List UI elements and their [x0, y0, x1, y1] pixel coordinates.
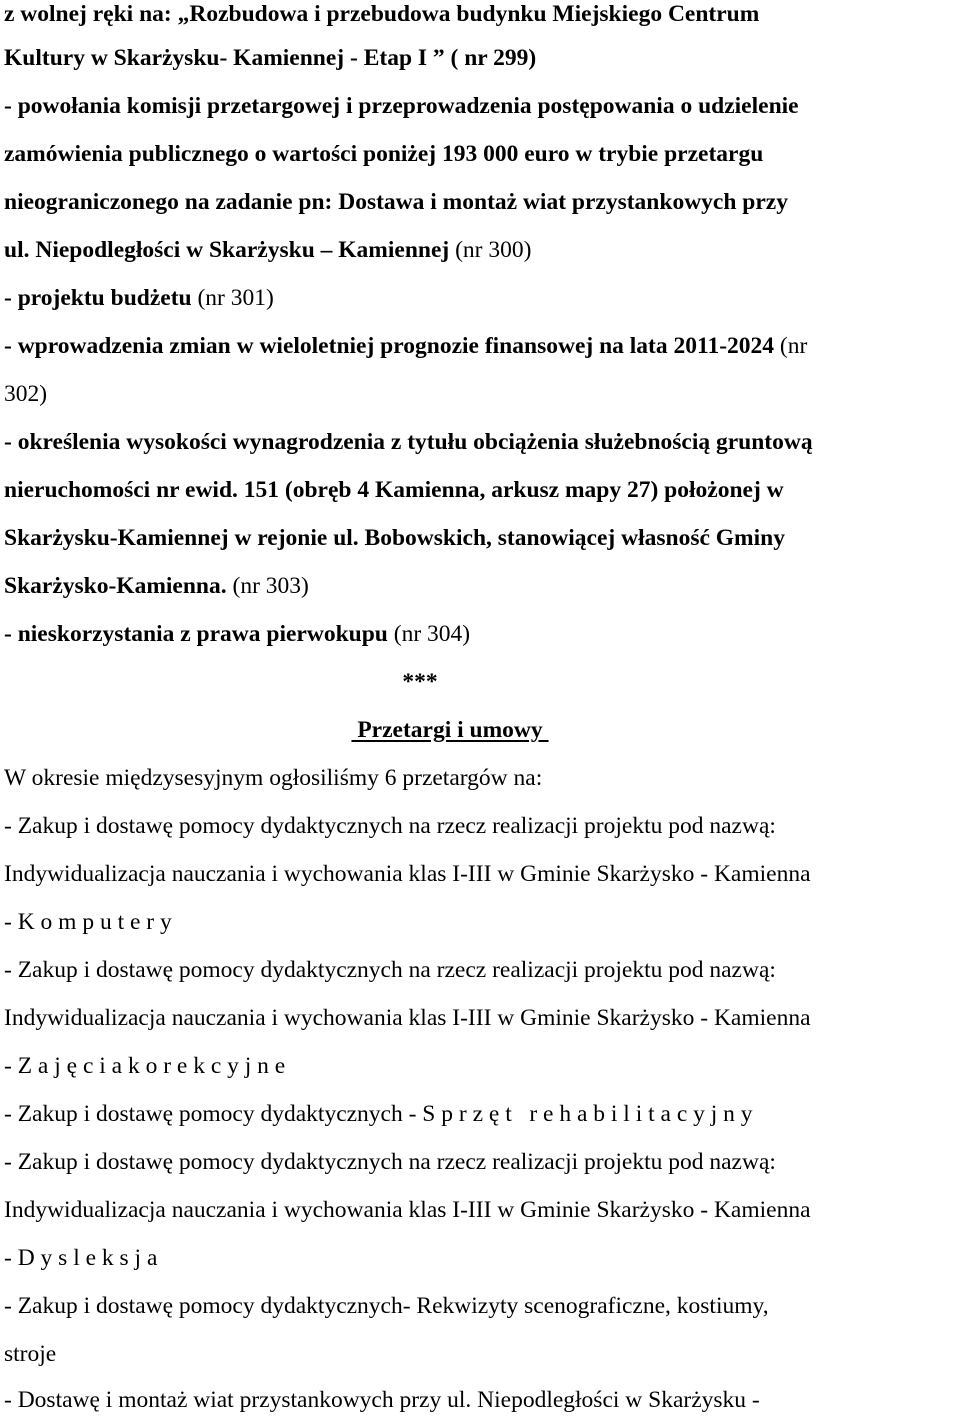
tender-line: - Zakup i dostawę pomocy dydaktycznych na rzecz realizacji projektu pod nazwą: [4, 1149, 776, 1175]
tender-line: Indywidualizacja nauczania i wychowania klas I-III w Gminie Skarżysko - Kamienna [4, 1005, 811, 1031]
resolution-line-4: zamówienia publicznego o wartości poniżej 193 000 euro w trybie przetargu [4, 141, 764, 167]
tender-line: Indywidualizacja nauczania i wychowania klas I-III w Gminie Skarżysko - Kamienna [4, 861, 811, 887]
section-heading [0, 716, 900, 744]
resolution-line-3: - powołania komisji przetargowej i przeprowadzenia postępowania o udzielenie [4, 93, 799, 119]
resolution-text: - wprowadzenia zmian w wieloletniej prognozie finansowej na lata 2011-2024 [4, 333, 775, 359]
tender-line: stroje [4, 1341, 57, 1367]
resolution-number: (nr 303) [226, 573, 309, 599]
resolution-line-2: Kultury w Skarżysku- Kamiennej - Etap I ” ( nr 299) [4, 45, 537, 71]
resolution-line-1: z wolnej ręki na: „Rozbudowa i przebudowa budynku Miejskiego Centrum [4, 1, 760, 27]
tender-line: - K o m p u t e r y [4, 909, 172, 935]
resolution-line-9 [4, 380, 47, 408]
resolution-number: 302) [4, 381, 48, 407]
resolution-text: - projektu budżetu [4, 285, 192, 311]
resolution-line-13 [4, 572, 309, 600]
resolution-line-7 [4, 284, 274, 312]
resolution-number: (nr 304) [387, 621, 471, 647]
tender-line: - Dostawę i montaż wiat przystankowych przy ul. Niepodległości w Skarżysku - [4, 1387, 760, 1413]
resolution-line-8 [4, 332, 807, 360]
tender-line: - D y s l e k s j a [4, 1245, 158, 1271]
resolution-text: ul. Niepodległości w Skarżysku – Kamiennej [4, 237, 450, 263]
tender-line: - Zakup i dostawę pomocy dydaktycznych na rzecz realizacji projektu pod nazwą: [4, 957, 776, 983]
resolution-number: (nr 301) [191, 285, 274, 311]
resolution-number: (nr [774, 333, 808, 359]
resolution-number: (nr 300) [449, 237, 532, 263]
resolution-line-5: nieograniczonego na zadanie pn: Dostawa i montaż wiat przystankowych przy [4, 189, 788, 215]
tender-line: Indywidualizacja nauczania i wychowania klas I-III w Gminie Skarżysko - Kamienna [4, 1197, 811, 1223]
tender-line: - Zakup i dostawę pomocy dydaktycznych na rzecz realizacji projektu pod nazwą: [4, 813, 776, 839]
resolution-line-11: nieruchomości nr ewid. 151 (obręb 4 Kamienna, arkusz mapy 27) położonej w [4, 477, 784, 503]
tender-line: - Zakup i dostawę pomocy dydaktycznych- Rekwizyty scenograficzne, kostiumy, [4, 1293, 769, 1319]
resolution-text: - nieskorzystania z prawa pierwokupu [4, 621, 388, 647]
resolution-text: Skarżysko-Kamienna. [4, 573, 227, 599]
tender-line: - Zakup i dostawę pomocy dydaktycznych - S p r z ę t r e h a b i l i t a c y j n y [4, 1101, 753, 1127]
tender-line: - Z a j ę c i a k o r e k c y j n e [4, 1053, 286, 1079]
resolution-line-14 [4, 620, 470, 648]
section-separator: *** [402, 669, 438, 695]
tenders-intro: W okresie międzysesyjnym ogłosiliśmy 6 przetargów na: [4, 765, 543, 791]
resolution-line-12: Skarżysku-Kamiennej w rejonie ul. Bobowskich, stanowiącej własność Gminy [4, 525, 785, 551]
section-heading-text: Przetargi i umowy [351, 717, 549, 743]
resolution-line-6 [4, 236, 531, 264]
resolution-line-10: - określenia wysokości wynagrodzenia z tytułu obciążenia służebnością gruntową [4, 429, 813, 455]
